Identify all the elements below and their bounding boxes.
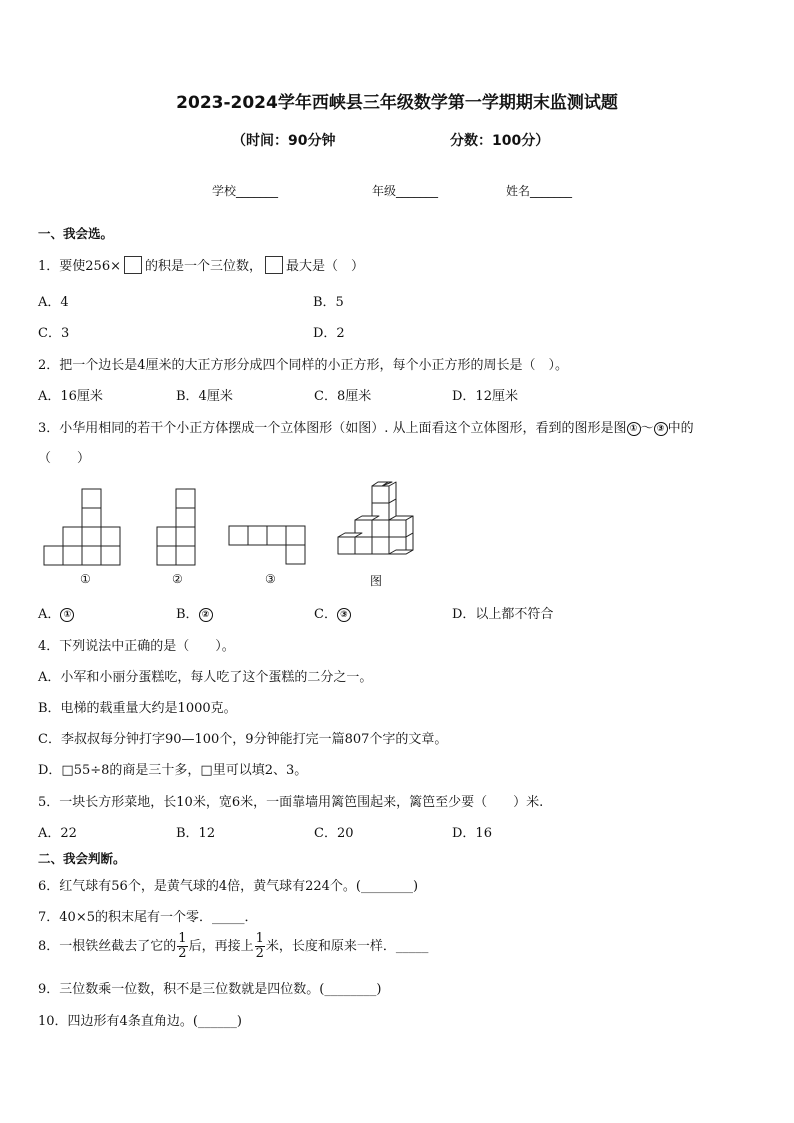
figure-2	[152, 486, 202, 570]
fraction-1-denominator: 2	[178, 946, 187, 961]
q5-option-a: A．22	[38, 826, 77, 841]
q4-option-b: B．电梯的载重量大约是1000克。	[38, 701, 237, 716]
q1-prefix: 1．要使256×	[38, 259, 121, 274]
figure-3-label: ③	[265, 572, 276, 586]
exam-title: 2023-2024学年西峡县三年级数学第一学期期末监测试题	[176, 93, 618, 113]
q2-option-a: A．16厘米	[38, 389, 103, 404]
question-3	[38, 417, 694, 436]
fraction-2-denominator: 2	[255, 946, 264, 961]
q3-option-d: D．以上都不符合	[452, 607, 554, 622]
name-field: 姓名_______	[506, 184, 573, 198]
blank-box-2	[265, 256, 283, 274]
question-5: 5．一块长方形菜地，长10米，宽6米，一面靠墙用篱笆围起来，篱笆至少要（ ）米.	[38, 795, 544, 810]
q3-option-a-prefix: A．	[38, 607, 61, 622]
figure-3d-stack	[334, 480, 420, 572]
q3-option-b-mark: ②	[199, 608, 213, 622]
question-1	[38, 255, 364, 274]
q1-option-c: C．3	[38, 326, 70, 341]
q4-option-c: C．李叔叔每分钟打字90—100个，9分钟能打完一篇807个字的文章。	[38, 732, 448, 747]
exam-time: （时间：90分钟	[232, 133, 336, 149]
q2-option-b: B．4厘米	[176, 389, 233, 404]
question-2: 2．把一个边长是4厘米的大正方形分成四个同样的小正方形，每个小正方形的周长是（ ）。	[38, 358, 569, 373]
q3-option-c	[314, 603, 351, 622]
q5-option-b: B．12	[176, 826, 216, 841]
question-7: 7．40×5的积末尾有一个零．_____．	[38, 910, 258, 925]
q3-option-a	[38, 603, 74, 622]
q3-option-b	[176, 603, 213, 622]
school-field: 学校_______	[212, 184, 279, 198]
section-1-title: 一、我会选。	[38, 226, 114, 241]
q3-text: 3．小华用相同的若干个小正方体摆成一个立体图形（如图）. 从上面看这个立体图形，看到的图形是图	[38, 421, 627, 436]
q1-option-d: D．2	[313, 326, 345, 341]
q3-answer-paren: （ ）	[38, 451, 91, 466]
fraction-1-numerator: 1	[178, 931, 187, 946]
q3-option-a-mark: ①	[60, 608, 74, 622]
q8-prefix: 8．一根铁丝截去了它的	[38, 939, 177, 954]
figure-1-label: ①	[80, 572, 91, 586]
q3-range-a: ①	[627, 422, 641, 436]
q3-option-c-mark: ③	[337, 608, 351, 622]
question-6: 6．红气球有56个，是黄气球的4倍，黄气球有224个。(________)	[38, 879, 419, 894]
section-2-title: 二、我会判断。	[38, 851, 126, 866]
q8-suffix: 米，长度和原来一样．_____	[265, 939, 429, 954]
question-10: 10．四边形有4条直角边。(______)	[38, 1014, 242, 1029]
fraction-2	[255, 932, 265, 961]
fraction-1	[177, 932, 187, 961]
q5-option-c: C．20	[314, 826, 354, 841]
q4-option-a: A．小军和小丽分蛋糕吃，每人吃了这个蛋糕的二分之一。	[38, 670, 373, 685]
q1-option-a: A．4	[38, 295, 69, 310]
q2-option-d: D．12厘米	[452, 389, 518, 404]
figure-3d-label: 图	[370, 574, 383, 588]
q1-option-b: B．5	[313, 295, 344, 310]
figure-2-label: ②	[172, 572, 183, 586]
q1-suffix: 最大是（ ）	[286, 259, 365, 274]
q3-option-c-prefix: C．	[314, 607, 337, 622]
q3-range-b: ③	[654, 422, 668, 436]
figure-1	[40, 486, 130, 570]
q3-range-sep: ～	[640, 421, 654, 436]
q3-option-b-prefix: B．	[176, 607, 199, 622]
q1-middle: 的积是一个三位数，	[144, 259, 262, 274]
q5-option-d: D．16	[452, 826, 492, 841]
q2-option-c: C．8厘米	[314, 389, 372, 404]
q4-option-d: D．□55÷8的商是三十多，□里可以填2、3。	[38, 763, 308, 778]
question-8	[38, 932, 428, 961]
q8-middle: 后，再接上	[188, 939, 254, 954]
blank-box-1	[124, 256, 142, 274]
exam-score: 分数：100分）	[450, 133, 550, 149]
q3-text-tail: 中的	[667, 421, 694, 436]
question-4: 4．下列说法中正确的是（ ）。	[38, 639, 235, 654]
question-9: 9．三位数乘一位数，积不是三位数就是四位数。(________)	[38, 982, 382, 997]
grade-field: 年级_______	[372, 184, 439, 198]
figure-3	[226, 522, 310, 570]
fraction-2-numerator: 1	[255, 931, 264, 946]
